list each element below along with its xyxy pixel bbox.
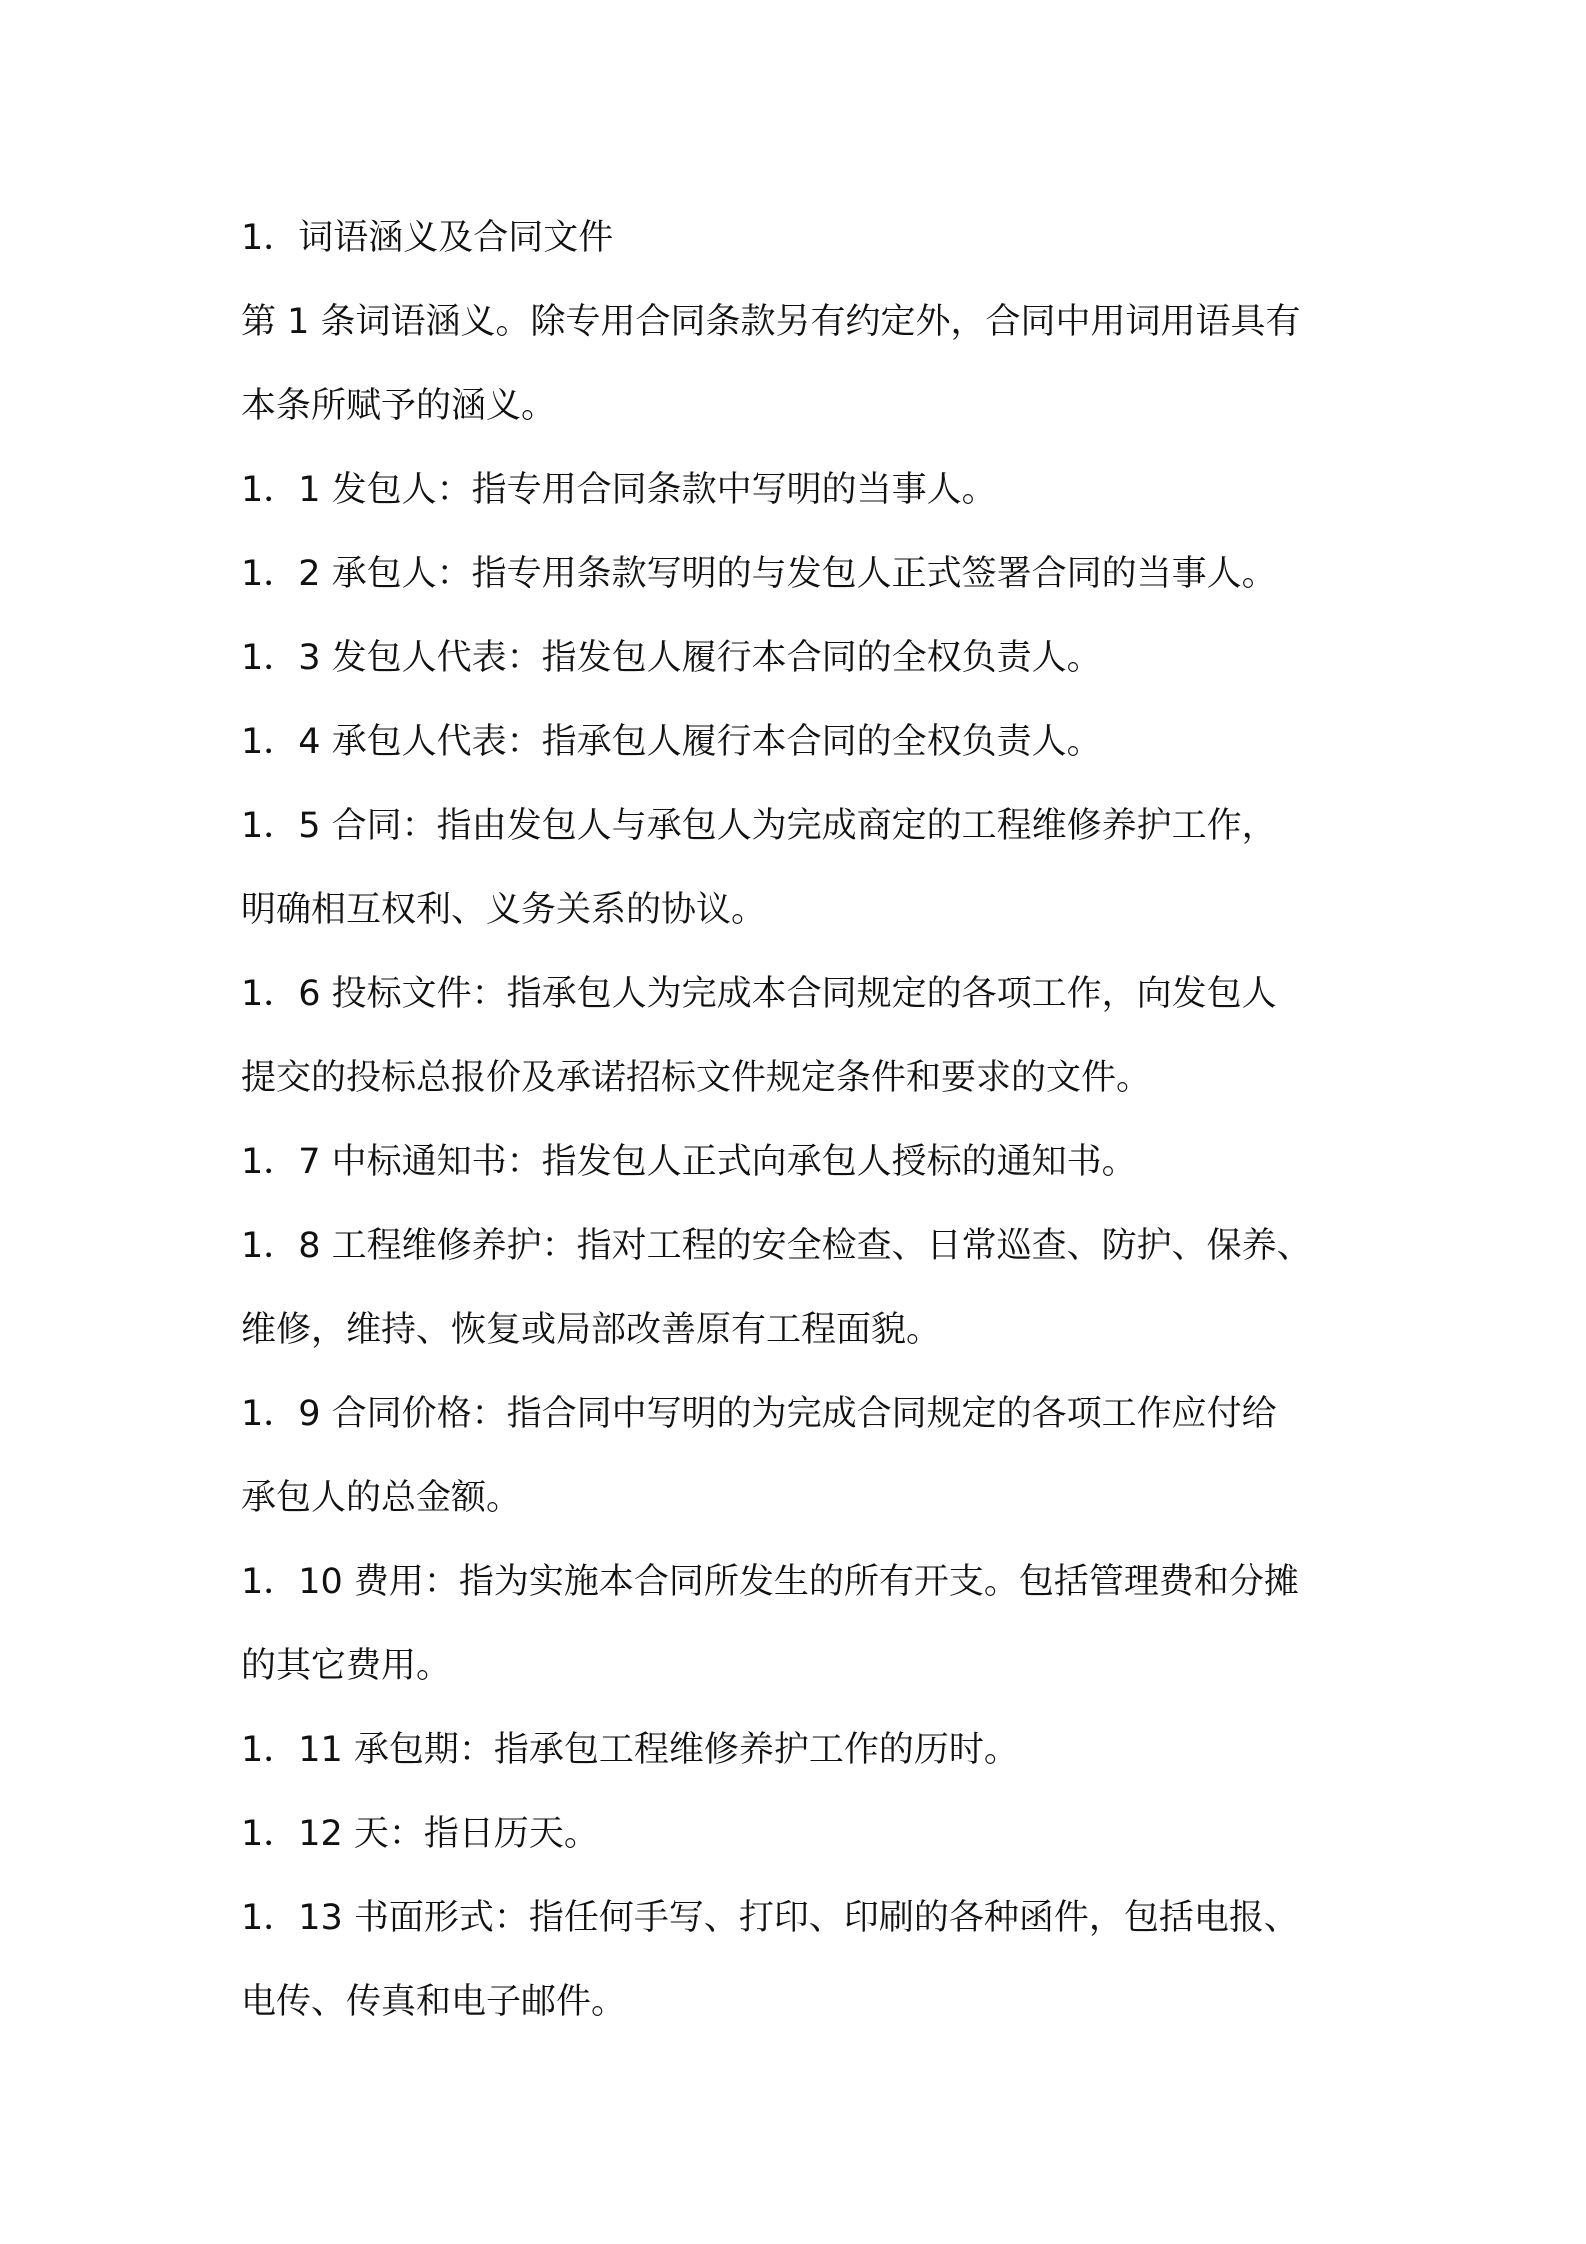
text-line: 第 1 条词语涵义。除专用合同条款另有约定外，合同中用词用语具有 <box>241 302 1301 342</box>
text-line: 1．12 天：指日历天。 <box>241 1814 599 1854</box>
text-line: 1．5 合同：指由发包人与承包人为完成商定的工程维修养护工作， <box>241 806 1277 846</box>
text-line: 1．6 投标文件：指承包人为完成本合同规定的各项工作，向发包人 <box>241 974 1277 1014</box>
section-heading: 1．词语涵义及合同文件 <box>241 218 614 258</box>
text-line: 1．2 承包人：指专用条款写明的与发包人正式签署合同的当事人。 <box>241 554 1277 594</box>
text-line: 1．4 承包人代表：指承包人履行本合同的全权负责人。 <box>241 722 1102 762</box>
text-line: 本条所赋予的涵义。 <box>241 386 557 426</box>
text-line: 1．8 工程维修养护：指对工程的安全检查、日常巡查、防护、保养、 <box>241 1226 1312 1266</box>
text-line: 电传、传真和电子邮件。 <box>241 1982 627 2022</box>
text-line: 1．11 承包期：指承包工程维修养护工作的历时。 <box>241 1730 1019 1770</box>
text-line: 1．1 发包人：指专用合同条款中写明的当事人。 <box>241 470 997 510</box>
text-line: 1．9 合同价格：指合同中写明的为完成合同规定的各项工作应付给 <box>241 1394 1277 1434</box>
text-line: 1．13 书面形式：指任何手写、打印、印刷的各种函件，包括电报、 <box>241 1898 1299 1938</box>
text-line: 提交的投标总报价及承诺招标文件规定条件和要求的文件。 <box>241 1058 1152 1098</box>
text-line: 1．3 发包人代表：指发包人履行本合同的全权负责人。 <box>241 638 1102 678</box>
text-line: 1．7 中标通知书：指发包人正式向承包人授标的通知书。 <box>241 1142 1137 1182</box>
text-line: 1．10 费用：指为实施本合同所发生的所有开支。包括管理费和分摊 <box>241 1562 1299 1602</box>
text-line: 的其它费用。 <box>241 1646 452 1686</box>
text-line: 明确相互权利、义务关系的协议。 <box>241 890 767 930</box>
text-line: 维修，维持、恢复或局部改善原有工程面貌。 <box>241 1310 942 1350</box>
document-body <box>241 196 1371 2044</box>
text-line: 承包人的总金额。 <box>241 1478 522 1518</box>
